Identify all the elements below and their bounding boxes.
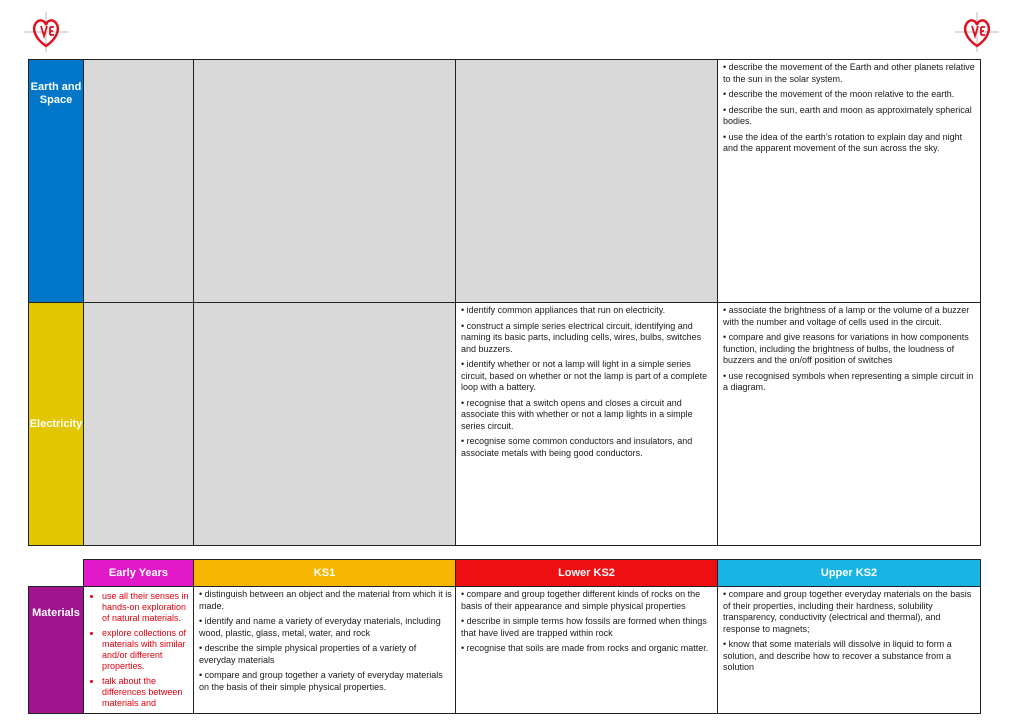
upper-ks2-cell [718, 587, 981, 714]
subject-materials: Materials [29, 587, 84, 714]
header-early-years: Early Years [84, 560, 194, 587]
list-item: • identify and name a variety of everyday materials, including wood, plastic, glass, metal, water, and rock [199, 616, 441, 638]
header-upper-ks2: Upper KS2 [718, 560, 981, 587]
list-item: • recognise some common conductors and insulators, and associate metals with being good conductors. [461, 436, 693, 458]
list-item: • talk about the differences between materials and [102, 676, 191, 709]
header-lower-ks2: Lower KS2 [456, 560, 718, 587]
ks1-cell [194, 587, 456, 714]
list-item: • describe the simple physical properties of a variety of everyday materials [199, 643, 417, 665]
list-item: • compare and group together everyday materials on the basis of their properties, including their hardness, solubility transparency, conductivity (electrical and thermal), and response to magnets; [723, 589, 972, 634]
subject-electricity: Electricity [29, 303, 84, 546]
list-item: • describe in simple terms how fossils are formed when things that have lived are trapped within rock [461, 616, 707, 638]
list-item: • associate the brightness of a lamp or the volume of a buzzer with the number and voltage of cells used in the circuit. [723, 305, 970, 327]
early-years-cell [84, 303, 194, 546]
science-table-top [28, 59, 981, 546]
upper-ks2-cell [718, 60, 981, 303]
list-item: • construct a simple series electrical circuit, identifying and naming its basic parts, including cells, wires, bulbs, switches and buzzers. [461, 320, 702, 354]
list-item: • identify common appliances that run on electricity. [461, 305, 666, 315]
table-row [29, 587, 981, 714]
early-years-cell [84, 587, 194, 714]
list-item: • know that some materials will dissolve in liquid to form a solution, and describe how to recover a substance from a solution [723, 639, 952, 672]
list-item: • explore collections of materials with similar and/or different properties. [102, 628, 191, 672]
header-ks1: KS1 [194, 560, 456, 587]
list-item: • distinguish between an object and the material from which it is made. [199, 589, 452, 611]
table-row [29, 60, 981, 303]
lower-ks2-cell [456, 60, 718, 303]
list-item: • recognise that a switch opens and closes a circuit and associate this with whether or not a lamp lights in a simple series circuit. [461, 397, 693, 431]
list-item: • compare and group together different kinds of rocks on the basis of their appearance and simple physical properties [461, 589, 701, 611]
materials-table [28, 559, 981, 714]
list-item: • identify whether or not a lamp will light in a simple series circuit, based on whether or not the lamp is part of a complete loop with a battery. [461, 359, 708, 392]
lower-ks2-cell [456, 303, 718, 546]
ks1-cell [194, 303, 456, 546]
list-item: • use recognised symbols when representing a simple circuit in a diagram. [723, 370, 974, 392]
ks1-cell [194, 60, 456, 303]
cove-logo-icon [24, 12, 68, 52]
upper-ks2-cell [718, 303, 981, 546]
list-item: • describe the movement of the moon relative to the earth. [723, 89, 955, 99]
lower-ks2-cell [456, 587, 718, 714]
blank-header [29, 560, 84, 587]
early-years-cell [84, 60, 194, 303]
list-item: • use all their senses in hands-on exploration of natural materials. [102, 591, 191, 624]
list-item: • recognise that soils are made from rocks and organic matter. [461, 643, 709, 653]
list-item: • describe the sun, earth and moon as approximately spherical bodies. [723, 104, 972, 126]
table-row [29, 303, 981, 546]
list-item: • compare and group together a variety of everyday materials on the basis of their simple physical properties. [199, 670, 443, 692]
list-item: • describe the movement of the Earth and other planets relative to the sun in the solar system. [723, 62, 975, 84]
list-item: • use the idea of the earth’s rotation to explain day and night and the apparent movement of the sun across the sky. [723, 131, 963, 153]
subject-earth-and-space: Earth and Space [29, 60, 84, 303]
list-item: • compare and give reasons for variations in how components function, including the brightness of bulbs, the loudness of buzzers and the on/off position of switches [723, 332, 969, 365]
header-row [29, 560, 981, 587]
cove-logo-icon [955, 12, 999, 52]
